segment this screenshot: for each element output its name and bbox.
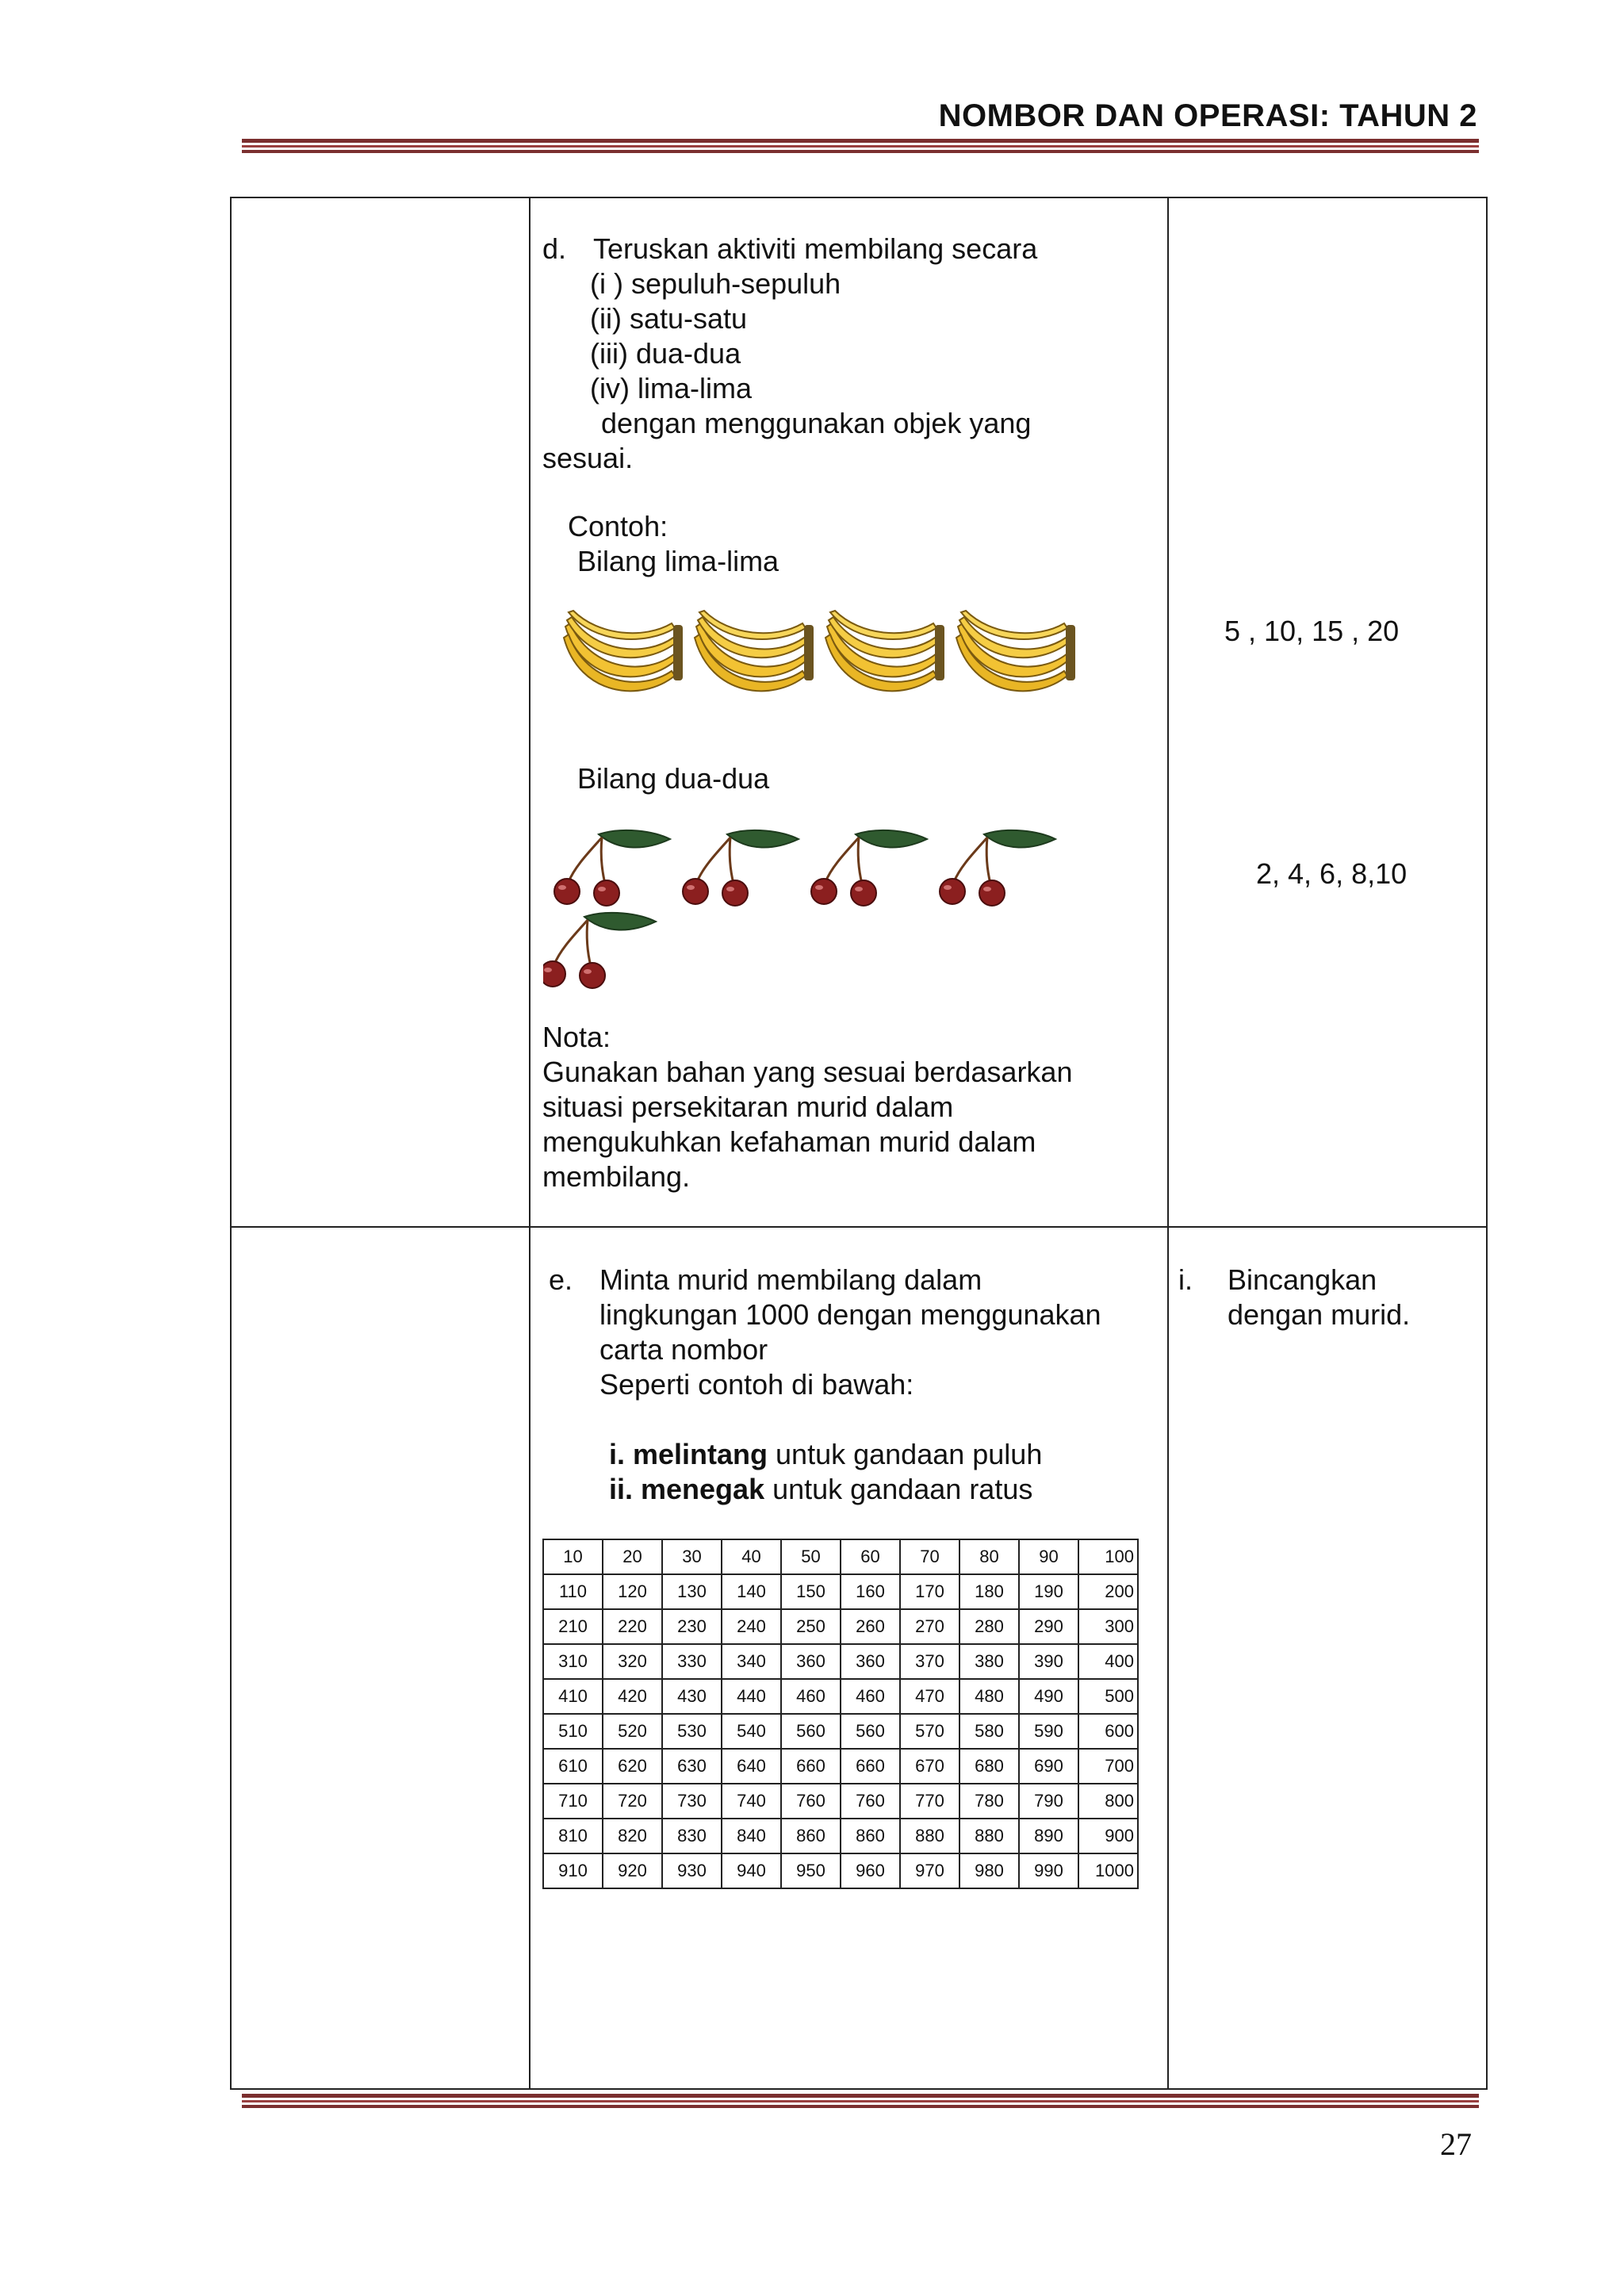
table-cell: 310: [543, 1644, 603, 1679]
table-cell: 240: [722, 1609, 781, 1644]
table-cell: 810: [543, 1819, 603, 1853]
table-cell: 910: [543, 1853, 603, 1888]
activity-e-line: lingkungan 1000 dengan menggunakan: [599, 1298, 1101, 1331]
number-chart: [542, 1539, 1139, 1889]
table-cell: 710: [543, 1784, 603, 1819]
table-cell: 540: [722, 1714, 781, 1749]
table-cell: 110: [543, 1574, 603, 1609]
table-cell: 980: [959, 1853, 1019, 1888]
table-cell: 420: [603, 1679, 662, 1714]
table-cell: 360: [841, 1644, 900, 1679]
table-cell: 160: [841, 1574, 900, 1609]
table-cell: 70: [900, 1539, 959, 1574]
table-cell: 120: [603, 1574, 662, 1609]
table-cell: 760: [841, 1784, 900, 1819]
table-cell: 570: [900, 1714, 959, 1749]
table-cell: 90: [1019, 1539, 1078, 1574]
table-row: [543, 1853, 1138, 1888]
table-cell: 610: [543, 1749, 603, 1784]
table-cell: 330: [662, 1644, 722, 1679]
table-cell: 800: [1078, 1784, 1138, 1819]
activity-e-line: Seperti contoh di bawah:: [599, 1368, 914, 1401]
header-rule: [242, 139, 1479, 153]
table-row: [543, 1819, 1138, 1853]
example-label: Contoh:: [568, 510, 668, 542]
page-number: 27: [1440, 2126, 1472, 2162]
table-cell: 130: [662, 1574, 722, 1609]
table-cell: 440: [722, 1679, 781, 1714]
note-label: Nota:: [542, 1021, 611, 1053]
table-cell: 200: [1078, 1574, 1138, 1609]
table-cell: 880: [959, 1819, 1019, 1853]
table-cell: 460: [841, 1679, 900, 1714]
table-cell: 260: [841, 1609, 900, 1644]
table-cell: 590: [1019, 1714, 1078, 1749]
table-cell: 50: [781, 1539, 841, 1574]
table-cell: 400: [1078, 1644, 1138, 1679]
table-cell: 560: [781, 1714, 841, 1749]
table-cell: 660: [841, 1749, 900, 1784]
table-cell: 430: [662, 1679, 722, 1714]
table-cell: 210: [543, 1609, 603, 1644]
table-cell: 180: [959, 1574, 1019, 1609]
table-cell: 10: [543, 1539, 603, 1574]
row-divider: [232, 1226, 1486, 1228]
table-cell: 630: [662, 1749, 722, 1784]
table-row: [543, 1609, 1138, 1644]
table-cell: 60: [841, 1539, 900, 1574]
table-row: [543, 1679, 1138, 1714]
table-cell: 490: [1019, 1679, 1078, 1714]
table-cell: 410: [543, 1679, 603, 1714]
table-cell: 990: [1019, 1853, 1078, 1888]
table-row: [543, 1644, 1138, 1679]
rule-horizontal: i. melintang untuk gandaan puluh: [609, 1438, 1043, 1470]
table-cell: 900: [1078, 1819, 1138, 1853]
column-divider: [529, 198, 530, 2088]
discussion-line: Bincangkan: [1228, 1263, 1377, 1296]
table-cell: 170: [900, 1574, 959, 1609]
page-header-title: NOMBOR DAN OPERASI: TAHUN 2: [938, 98, 1477, 133]
table-cell: 190: [1019, 1574, 1078, 1609]
table-cell: 960: [841, 1853, 900, 1888]
table-cell: 760: [781, 1784, 841, 1819]
note-line: situasi persekitaran murid dalam: [542, 1091, 954, 1123]
table-cell: 780: [959, 1784, 1019, 1819]
sub-item: (ii) satu-satu: [590, 302, 748, 335]
banana-bunch-icon: [559, 603, 1082, 706]
sub-item: (i ) sepuluh-sepuluh: [590, 267, 841, 300]
fives-answer: 5 , 10, 15 , 20: [1224, 615, 1400, 647]
table-cell: 270: [900, 1609, 959, 1644]
table-cell: 470: [900, 1679, 959, 1714]
table-cell: 930: [662, 1853, 722, 1888]
table-cell: 660: [781, 1749, 841, 1784]
discussion-line: dengan murid.: [1228, 1298, 1411, 1331]
table-cell: 380: [959, 1644, 1019, 1679]
table-row: [543, 1574, 1138, 1609]
table-row: [543, 1749, 1138, 1784]
table-cell: 790: [1019, 1784, 1078, 1819]
table-cell: 560: [841, 1714, 900, 1749]
table-cell: 620: [603, 1749, 662, 1784]
rule-vertical: ii. menegak untuk gandaan ratus: [609, 1473, 1033, 1505]
table-cell: 390: [1019, 1644, 1078, 1679]
table-cell: 600: [1078, 1714, 1138, 1749]
column-divider: [1167, 198, 1169, 2088]
table-cell: 860: [781, 1819, 841, 1853]
table-cell: 820: [603, 1819, 662, 1853]
note-line: Gunakan bahan yang sesuai berdasarkan: [542, 1056, 1073, 1088]
table-cell: 150: [781, 1574, 841, 1609]
table-cell: 30: [662, 1539, 722, 1574]
table-cell: 290: [1019, 1609, 1078, 1644]
table-cell: 100: [1078, 1539, 1138, 1574]
table-cell: 840: [722, 1819, 781, 1853]
table-cell: 890: [1019, 1819, 1078, 1853]
table-cell: 920: [603, 1853, 662, 1888]
activity-d-text: Teruskan aktiviti membilang secara: [593, 232, 1038, 265]
activity-d-label: d.: [542, 232, 567, 265]
table-row: [543, 1784, 1138, 1819]
table-cell: 740: [722, 1784, 781, 1819]
table-cell: 730: [662, 1784, 722, 1819]
table-cell: 460: [781, 1679, 841, 1714]
table-cell: 340: [722, 1644, 781, 1679]
closing-line: dengan menggunakan objek yang: [601, 407, 1032, 439]
table-cell: 970: [900, 1853, 959, 1888]
table-cell: 230: [662, 1609, 722, 1644]
table-cell: 40: [722, 1539, 781, 1574]
footer-rule: [242, 2094, 1479, 2108]
table-cell: 690: [1019, 1749, 1078, 1784]
table-cell: 300: [1078, 1609, 1138, 1644]
table-cell: 680: [959, 1749, 1019, 1784]
note-line: membilang.: [542, 1160, 691, 1193]
table-cell: 480: [959, 1679, 1019, 1714]
count-fives-label: Bilang lima-lima: [577, 545, 779, 577]
table-cell: 280: [959, 1609, 1019, 1644]
table-cell: 250: [781, 1609, 841, 1644]
table-cell: 360: [781, 1644, 841, 1679]
table-cell: 20: [603, 1539, 662, 1574]
table-cell: 510: [543, 1714, 603, 1749]
activity-e-label: e.: [549, 1263, 573, 1296]
table-cell: 580: [959, 1714, 1019, 1749]
sub-item: (iii) dua-dua: [590, 337, 741, 370]
table-cell: 370: [900, 1644, 959, 1679]
table-cell: 950: [781, 1853, 841, 1888]
discussion-label: i.: [1178, 1263, 1193, 1296]
table-cell: 220: [603, 1609, 662, 1644]
table-cell: 940: [722, 1853, 781, 1888]
table-cell: 520: [603, 1714, 662, 1749]
table-cell: 670: [900, 1749, 959, 1784]
table-cell: 530: [662, 1714, 722, 1749]
table-row: [543, 1539, 1138, 1574]
table-cell: 640: [722, 1749, 781, 1784]
note-line: mengukuhkan kefahaman murid dalam: [542, 1125, 1036, 1158]
table-cell: 140: [722, 1574, 781, 1609]
count-twos-label: Bilang dua-dua: [577, 762, 770, 795]
table-cell: 770: [900, 1784, 959, 1819]
table-cell: 830: [662, 1819, 722, 1853]
activity-e-line: Minta murid membilang dalam: [599, 1263, 982, 1296]
table-row: [543, 1714, 1138, 1749]
table-cell: 880: [900, 1819, 959, 1853]
table-cell: 1000: [1078, 1853, 1138, 1888]
twos-answer: 2, 4, 6, 8,10: [1256, 857, 1408, 890]
table-cell: 700: [1078, 1749, 1138, 1784]
activity-e-line: carta nombor: [599, 1333, 768, 1366]
table-cell: 500: [1078, 1679, 1138, 1714]
table-cell: 80: [959, 1539, 1019, 1574]
table-cell: 320: [603, 1644, 662, 1679]
table-cell: 860: [841, 1819, 900, 1853]
sub-item: (iv) lima-lima: [590, 372, 752, 404]
cherry-pair-icon: [543, 825, 1082, 991]
closing-line: sesuai.: [542, 442, 634, 474]
table-cell: 720: [603, 1784, 662, 1819]
